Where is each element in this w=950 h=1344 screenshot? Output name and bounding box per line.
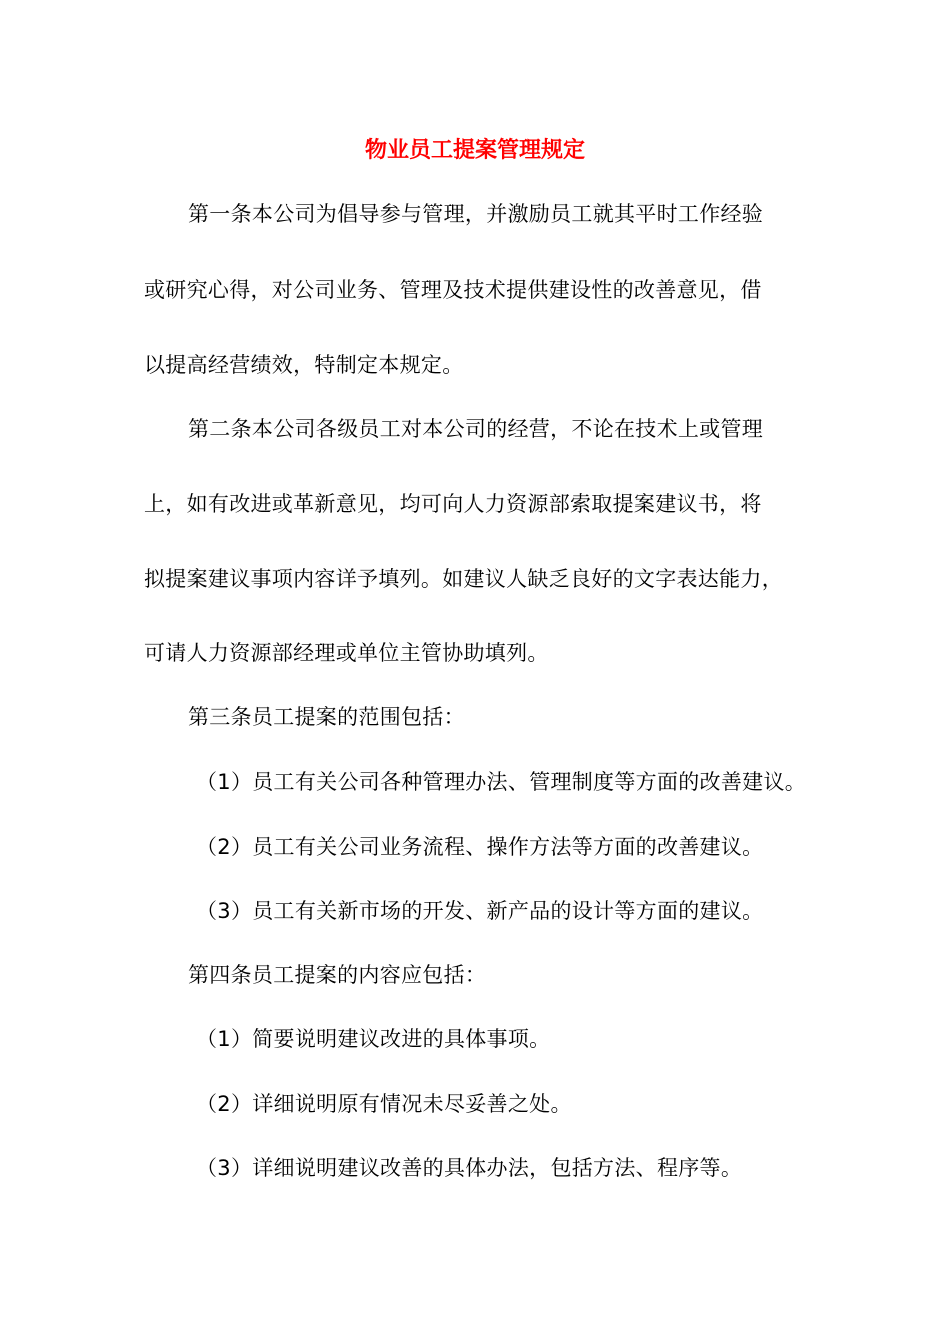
article-3-item-1: （1）员工有关公司各种管理办法、管理制度等方面的改善建议。 bbox=[196, 770, 807, 794]
article-1-line-3: 以提高经营绩效，特制定本规定。 bbox=[144, 353, 464, 377]
article-4-item-1: （1）简要说明建议改进的具体事项。 bbox=[196, 1027, 551, 1051]
article-3-item-2: （2）员工有关公司业务流程、操作方法等方面的改善建议。 bbox=[196, 835, 764, 859]
document-title: 物业员工提案管理规定 bbox=[364, 138, 585, 163]
article-1-line-2: 或研究心得，对公司业务、管理及技术提供建设性的改善意见，借 bbox=[144, 278, 762, 302]
article-2-line-1: 第二条本公司各级员工对本公司的经营，不论在技术上或管理 bbox=[188, 417, 764, 441]
article-3-item-3: （3）员工有关新市场的开发、新产品的设计等方面的建议。 bbox=[196, 899, 764, 923]
article-4-item-3: （3）详细说明建议改善的具体办法，包括方法、程序等。 bbox=[196, 1156, 743, 1180]
article-1-line-1: 第一条本公司为倡导参与管理，并激励员工就其平时工作经验 bbox=[188, 202, 764, 226]
article-4-heading: 第四条员工提案的内容应包括： bbox=[188, 963, 487, 987]
article-4-item-2: （2）详细说明原有情况未尽妥善之处。 bbox=[196, 1092, 572, 1116]
article-2-line-3: 拟提案建议事项内容详予填列。如建议人缺乏良好的文字表达能力， bbox=[144, 567, 783, 591]
article-2-line-2: 上，如有改进或革新意见，均可向人力资源部索取提案建议书，将 bbox=[144, 492, 762, 516]
article-3-heading: 第三条员工提案的范围包括： bbox=[188, 705, 465, 729]
article-2-line-4: 可请人力资源部经理或单位主管协助填列。 bbox=[144, 641, 549, 665]
